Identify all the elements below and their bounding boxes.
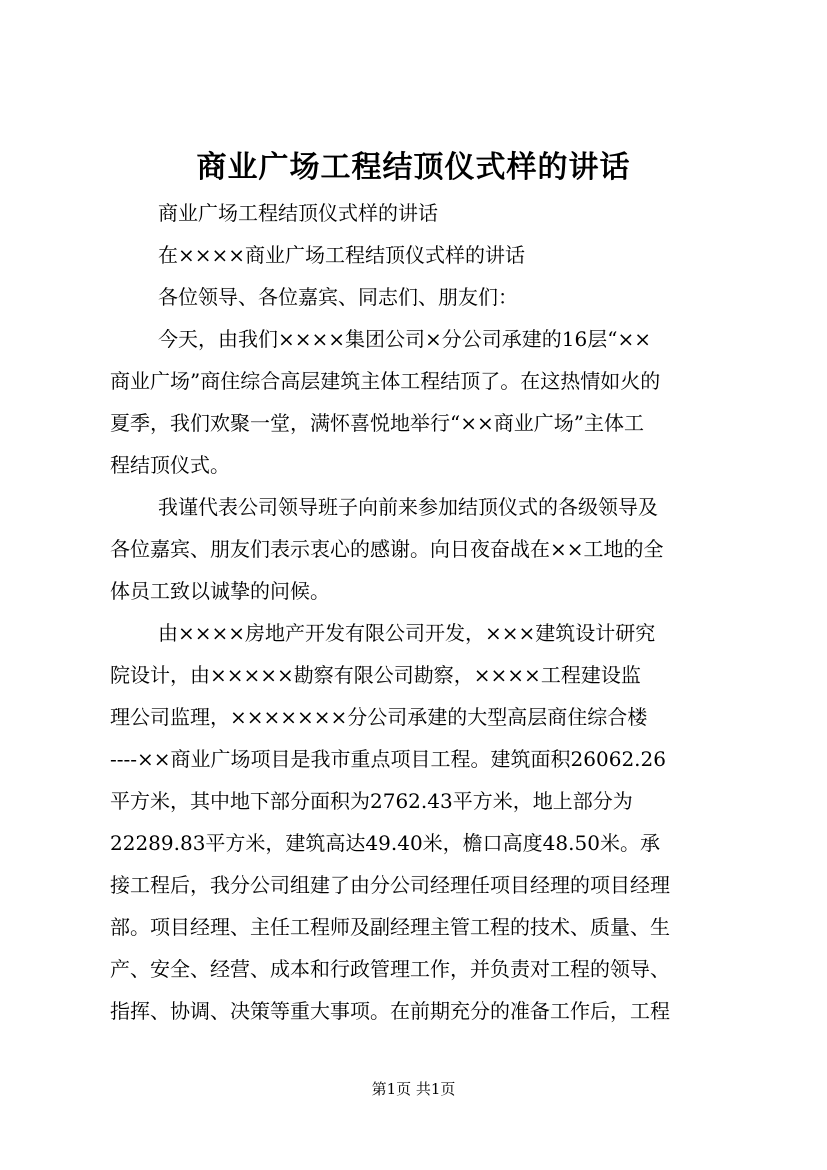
paragraph-line: 平方米，其中地下部分面积为2762.43平方米，地上部分为 xyxy=(110,789,633,813)
subtitle-line: 在××××商业广场工程结顶仪式样的讲话 xyxy=(158,243,526,267)
paragraph-line: 我谨代表公司领导班子向前来参加结顶仪式的各级领导及 xyxy=(158,495,658,519)
paragraph-line: 院设计，由×××××勘察有限公司勘察，××××工程建设监 xyxy=(110,663,641,687)
paragraph-line: 由××××房地产开发有限公司开发，×××建筑设计研究 xyxy=(158,621,656,645)
paragraph-line: ----××商业广场项目是我市重点项目工程。建筑面积26062.26 xyxy=(110,747,666,771)
paragraph-line: 理公司监理，×××××××分公司承建的大型高层商住综合楼 xyxy=(110,705,648,729)
paragraph-line: 程结顶仪式。 xyxy=(110,453,230,477)
paragraph-line: 22289.83平方米，建筑高达49.40米，檐口高度48.50米。承 xyxy=(110,831,660,855)
paragraph-line: 商业广场”商住综合高层建筑主体工程结顶了。在这热情如火的 xyxy=(110,369,661,393)
salutation-line: 各位领导、各位嘉宾、同志们、朋友们： xyxy=(158,285,518,309)
paragraph-line: 各位嘉宾、朋友们表示衷心的感谢。向日夜奋战在××工地的全 xyxy=(110,537,664,561)
paragraph-line: 夏季，我们欢聚一堂，满怀喜悦地举行“××商业广场”主体工 xyxy=(110,411,644,435)
paragraph-line: 体员工致以诚挚的问候。 xyxy=(110,579,330,603)
paragraph-line: 指挥、协调、决策等重大事项。在前期充分的准备工作后，工程 xyxy=(110,999,670,1023)
paragraph-line: 产、安全、经营、成本和行政管理工作，并负责对工程的领导、 xyxy=(110,957,670,981)
paragraph-line: 部。项目经理、主任工程师及副经理主管工程的技术、质量、生 xyxy=(110,915,670,939)
page-footer: 第1页 共1页 xyxy=(371,1080,456,1098)
subtitle-line: 商业广场工程结顶仪式样的讲话 xyxy=(158,201,438,225)
paragraph-line: 今天，由我们××××集团公司×分公司承建的16层“×× xyxy=(158,327,651,351)
paragraph-line: 接工程后，我分公司组建了由分公司经理任项目经理的项目经理 xyxy=(110,873,670,897)
page-title: 商业广场工程结顶仪式样的讲话 xyxy=(196,150,631,185)
